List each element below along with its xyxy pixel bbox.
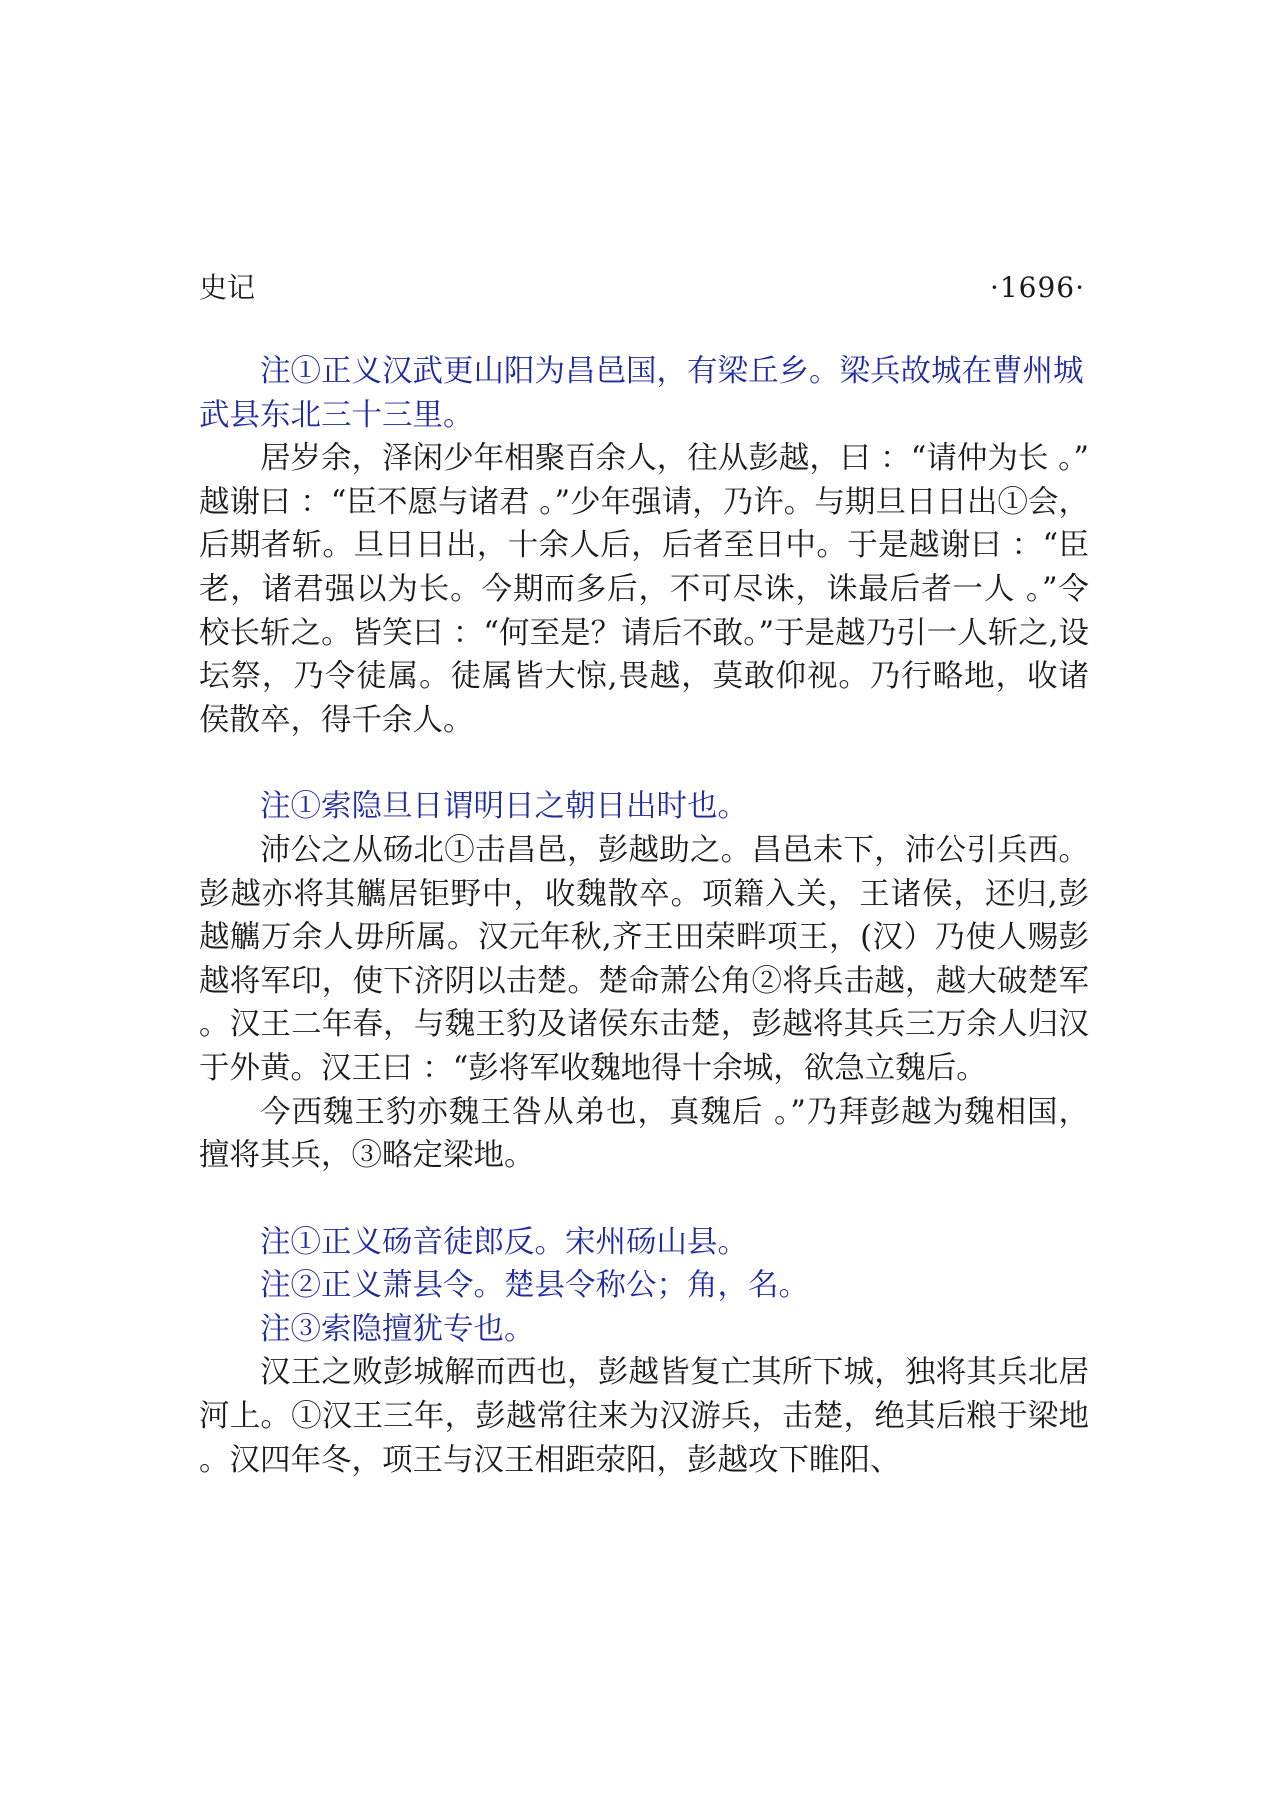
annotation-note: 注①正义砀音徒郎反。宋州砀山县。 xyxy=(260,1224,748,1260)
page-number: ·1696· xyxy=(989,271,1085,304)
paragraph-gap xyxy=(199,1178,1089,1221)
annotation-note: 注①索隐旦日谓明日之朝日出时也。 xyxy=(260,789,748,825)
book-title: 史记 xyxy=(199,271,256,304)
body-text xyxy=(199,350,1089,1482)
annotation-note: 注②正义萧县令。楚县令称公；角，名。 xyxy=(260,1268,809,1304)
annotation-note: 注①正义汉武更山阳为昌邑国，有梁丘乡。梁兵故城在曹州城武县东北三十三里。 xyxy=(199,354,1084,433)
text-paragraph: 沛公之从砀北①击昌邑，彭越助之。昌邑未下，沛公引兵西。彭越亦将其觽居钜野中，收魏散卒。项籍入关，王诸侯，还归,彭越觽万余人毋所属。汉元年秋,齐王田荣畔项王，(汉）乃使人赐彭越将军印，使下济阴以击楚。楚命萧公角②将兵击越，越大破楚军。汉王二年春，与魏王豹及诸侯东击楚，彭越将其兵三万余人归汉于外黄。汉王曰 ：“彭将军收魏地得十余城，欲急立魏后。 xyxy=(199,832,1089,1086)
text-paragraph: 居岁余，泽闲少年相聚百余人，往从彭越，曰 ：“请仲为长 。”越谢曰 ：“臣不愿与诸君 。”少年强请，乃许。与期旦日日出①会，后期者斩。旦日日出，十余人后，后者至日中。于是越谢曰 ：“臣老，诸君强以为长。今期而多后，不可尽诛，诛最后者一人 。”令校长斩之。皆笑曰 ：“何至是？请后不敢。”于是越乃引一人斩之,设坛祭，乃令徒属。徒属皆大惊,畏越，莫敢仰视。乃行略地，收诸侯散卒，得千余人。 xyxy=(199,441,1089,738)
running-header xyxy=(199,268,1085,308)
text-paragraph: 汉王之败彭城解而西也，彭越皆复亡其所下城，独将其兵北居河上。①汉王三年，彭越常往来为汉游兵，击楚，绝其后粮于梁地。汉四年冬，项王与汉王相距荥阳，彭越攻下睢阳、 xyxy=(199,1355,1089,1478)
text-paragraph: 今西魏王豹亦魏王咎从弟也，真魏后 。”乃拜彭越为魏相国，擅将其兵，③略定梁地。 xyxy=(199,1094,1089,1174)
annotation-note: 注③索隐擅犹专也。 xyxy=(260,1311,535,1347)
paragraph-gap xyxy=(199,742,1089,785)
